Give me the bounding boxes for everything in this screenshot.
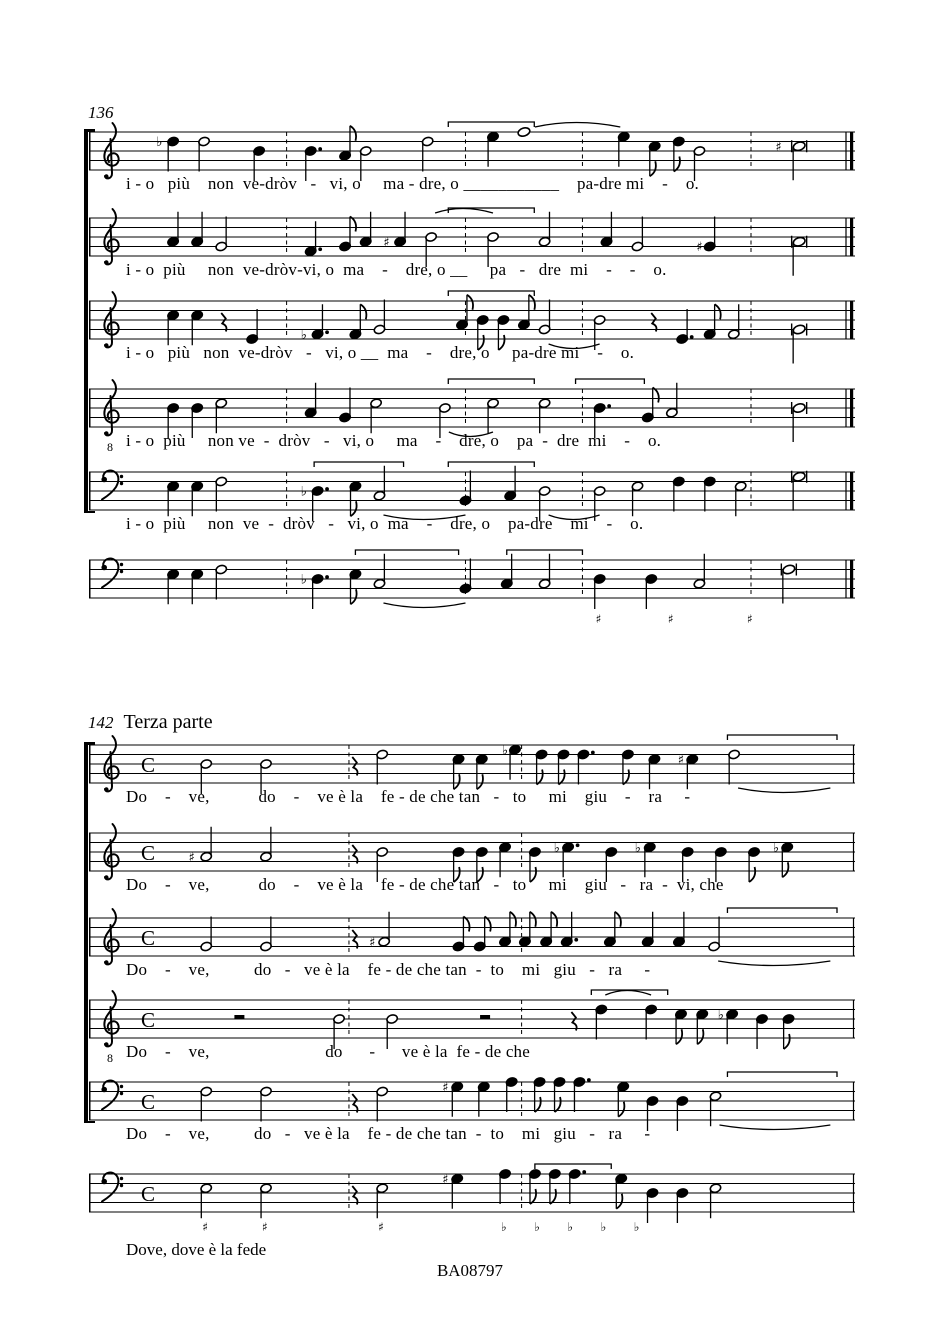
figured-bass-accidental: ♭ (501, 1220, 507, 1234)
svg-text:C: C (141, 1182, 156, 1206)
svg-text:8: 8 (107, 440, 113, 454)
system-2-bracket (84, 744, 88, 1121)
continuo-text-incipit: Dove, dove è la fede (126, 1240, 267, 1259)
system-1-lyrics-voice-1: i - o più non ve-dròv - vi, o ma - dre, o ___________ pa-dre mi - o. (126, 174, 699, 193)
figured-bass-accidental: ♯ (747, 612, 753, 626)
figured-bass-accidental: ♭ (534, 1220, 540, 1234)
svg-text:♯: ♯ (383, 235, 390, 251)
svg-text:♭: ♭ (717, 1007, 724, 1023)
figured-bass-accidental: ♯ (667, 612, 674, 626)
svg-text:♯: ♯ (775, 139, 782, 155)
svg-text:♭: ♭ (553, 840, 560, 856)
svg-text:♭: ♭ (300, 484, 307, 500)
measure-number-142: 142 (88, 713, 114, 732)
system-2-lyrics-voice-2: Do - ve, do - ve è la fe - de che tan - to mi giu - ra - vi, che (126, 875, 724, 894)
figured-bass-accidental: ♭ (567, 1220, 574, 1234)
svg-text:♯: ♯ (442, 1172, 449, 1188)
system-2-lyrics-voice-4: Do - ve, do - ve è la fe - de che (126, 1042, 531, 1061)
system-2-lyrics-voice-1: Do - ve, do - ve è la fe - de che tan - to mi giu - ra - (126, 787, 691, 806)
figured-bass-accidental: ♯ (202, 1220, 208, 1234)
system-1-bracket (84, 131, 88, 511)
svg-text:♯: ♯ (442, 1080, 449, 1096)
measure-number-136: 136 (88, 103, 114, 122)
svg-text:C: C (141, 1008, 156, 1032)
system-1-lyrics-voice-4: i - o più non ve - dròv - vi, o ma - dre, o pa - dre mi - o. (126, 431, 662, 450)
system-2-lyrics-voice-5: Do - ve, do - ve è la fe - de che tan - to mi giu - ra - (126, 1124, 651, 1143)
catalog-number: BA08797 (436, 1261, 504, 1280)
svg-text:C: C (141, 926, 156, 950)
svg-text:♯: ♯ (677, 752, 685, 768)
svg-text:♯: ♯ (696, 240, 703, 255)
svg-text:♯: ♯ (188, 850, 195, 866)
figured-bass-accidental: ♭ (633, 1220, 640, 1234)
figured-bass-accidental: ♯ (595, 612, 602, 626)
svg-text:♯: ♯ (369, 935, 376, 951)
figured-bass-accidental: ♯ (378, 1220, 384, 1234)
svg-text:♭: ♭ (501, 743, 509, 759)
svg-text:♭: ♭ (156, 135, 163, 150)
system-1-figured-bass-row (89, 612, 855, 630)
svg-text:♭: ♭ (634, 840, 641, 856)
svg-text:C: C (141, 753, 156, 777)
figured-bass-accidental: ♯ (261, 1220, 268, 1234)
svg-text:♭: ♭ (300, 327, 307, 343)
part-title: Terza parte (123, 711, 213, 733)
system-1-lyrics-voice-3: i - o più non ve-dròv - vi, o __ ma - dre, o pa-dre mi - o. (126, 343, 635, 362)
system-2-figured-bass-row (89, 1220, 855, 1238)
system-2-lyrics-voice-3: Do - ve, do - ve è la fe - de che tan - to mi giu - ra - (126, 960, 651, 979)
svg-text:C: C (141, 1090, 156, 1114)
svg-text:8: 8 (107, 1051, 113, 1065)
svg-text:C: C (141, 841, 156, 865)
svg-text:♭: ♭ (300, 572, 307, 588)
system-1-lyrics-voice-2: i - o più non ve-dròv-vi, o ma - dre, o __ pa - dre mi - - o. (126, 260, 667, 279)
svg-text:♭: ♭ (772, 840, 779, 856)
system-1-lyrics-voice-5: i - o più non ve - dròv - vi, o ma - dre, o pa-dre mi - o. (126, 514, 644, 533)
figured-bass-accidental: ♭ (600, 1220, 607, 1234)
